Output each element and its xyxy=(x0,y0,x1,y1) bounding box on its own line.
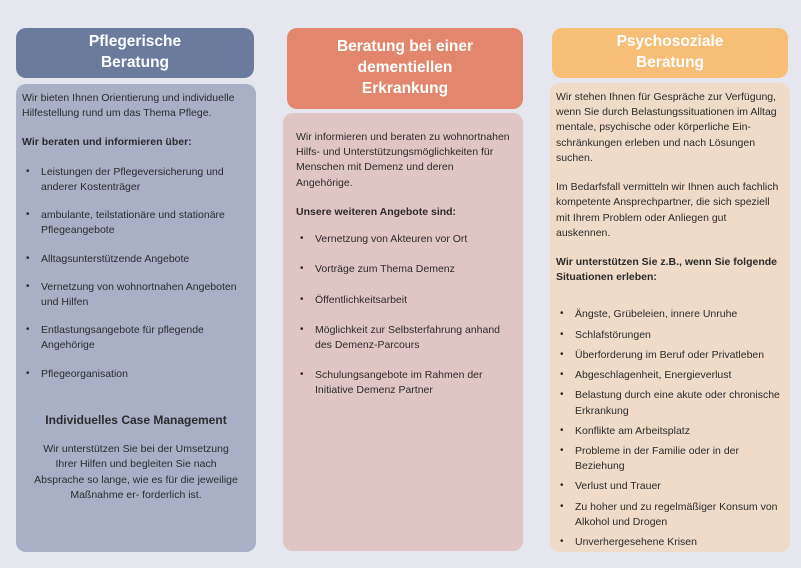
header-line: dementiellen xyxy=(357,59,453,77)
list-item: • Zu hoher und zu regelmäßiger Konsum von Alkohol und Drogen xyxy=(556,500,782,530)
case-management-title: Individuelles Case Management xyxy=(45,412,227,427)
header-line: Beratung xyxy=(100,54,170,71)
subheading: Unsere weiteren Angebote sind: xyxy=(296,205,457,218)
header-line: Beratung xyxy=(635,54,705,71)
list-item: • Vernetzung von wohnortnahen Angeboten und Hilfen xyxy=(22,280,250,310)
list-item: • Öffentlichkeitsarbeit xyxy=(296,293,510,308)
list-item: • Belastung durch eine akute oder chronische Erkrankung xyxy=(556,388,782,418)
intro-text: Wir stehen Ihnen für Gespräche zur Verfügung, wenn Sie durch Belastungssituationen im Alltag mentale, psychische oder körperliche Ein- schränkungen erleben und nach Lösungen suchen. xyxy=(556,91,777,164)
psychosoziale-beratung-header xyxy=(552,28,788,78)
intro-text: Wir bieten Ihnen Orientierung und individuelle Hilfestellung rund um das Thema Pflege. xyxy=(22,92,235,120)
list-item: • Ängste, Grübeleien, innere Unruhe xyxy=(556,307,782,322)
list-item: • Pflegeorganisation xyxy=(22,367,250,382)
list-item: • Probleme in der Familie oder in der Beziehung xyxy=(556,444,782,474)
list-item: • Entlastungsangebote für pflegende Angehörige xyxy=(22,323,250,353)
list-item: • Schulungsangebote im Rahmen der Initiative Demenz Partner xyxy=(296,368,510,398)
subheading: Wir beraten und informieren über: xyxy=(22,136,192,149)
service-list xyxy=(22,165,250,382)
header-line: Pflegerische xyxy=(88,33,182,51)
list-item: • ambulante, teilstationäre und stationäre Pflegeangebote xyxy=(22,208,250,238)
list-item: • Vernetzung von Akteuren vor Ort xyxy=(296,232,510,247)
case-management-text: Wir unterstützen Sie bei der Umsetzung Ihrer Hilfen und begleiten Sie nach Absprache so lange, wie es für die jeweilige Maßnahme er- forderlich ist. xyxy=(34,443,238,501)
pflegerische-beratung-header xyxy=(16,28,254,78)
referral-text: Im Bedarfsfall vermitteln wir Ihnen auch fachlich kompetente Ansprechpartner, die sich speziell mit Ihrem Problem oder Anliegen gut auskennen. xyxy=(556,181,779,239)
header-line: Beratung bei einer xyxy=(336,38,474,56)
list-item: • Verlust und Trauer xyxy=(556,479,782,494)
list-item: • Leistungen der Pflegeversicherung und anderer Kostenträger xyxy=(22,165,250,195)
list-item: • Überforderung im Beruf oder Privatleben xyxy=(556,348,782,363)
demenz-beratung-panel xyxy=(283,113,523,551)
situation-list xyxy=(556,307,782,550)
list-item: • Konflikte am Arbeitsplatz xyxy=(556,424,782,439)
offer-list xyxy=(296,232,510,399)
list-item: • Abgeschlagenheit, Energieverlust xyxy=(556,368,782,383)
list-item: • Unverhergesehene Krisen xyxy=(556,535,782,550)
list-item: • Möglichkeit zur Selbsterfahrung anhand des Demenz-Parcours xyxy=(296,323,510,353)
header-line: Erkrankung xyxy=(361,79,449,97)
list-item: • Alltagsunterstützende Angebote xyxy=(22,252,250,267)
intro-text: Wir informieren und beraten zu wohnortnahen Hilfs- und Unterstützungsmöglichkeiten für Menschen mit Demenz und deren Angehörige. xyxy=(296,131,510,189)
header-line: Psychosoziale xyxy=(616,33,724,51)
demenz-beratung-header xyxy=(287,28,523,109)
list-item: • Vorträge zum Thema Demenz xyxy=(296,262,510,277)
pflegerische-beratung-panel xyxy=(16,84,256,552)
subheading: Wir unterstützen Sie z.B., wenn Sie folgende Situationen erleben: xyxy=(556,255,778,284)
list-item: • Schlafstörungen xyxy=(556,328,782,343)
psychosoziale-beratung-panel xyxy=(550,83,790,552)
